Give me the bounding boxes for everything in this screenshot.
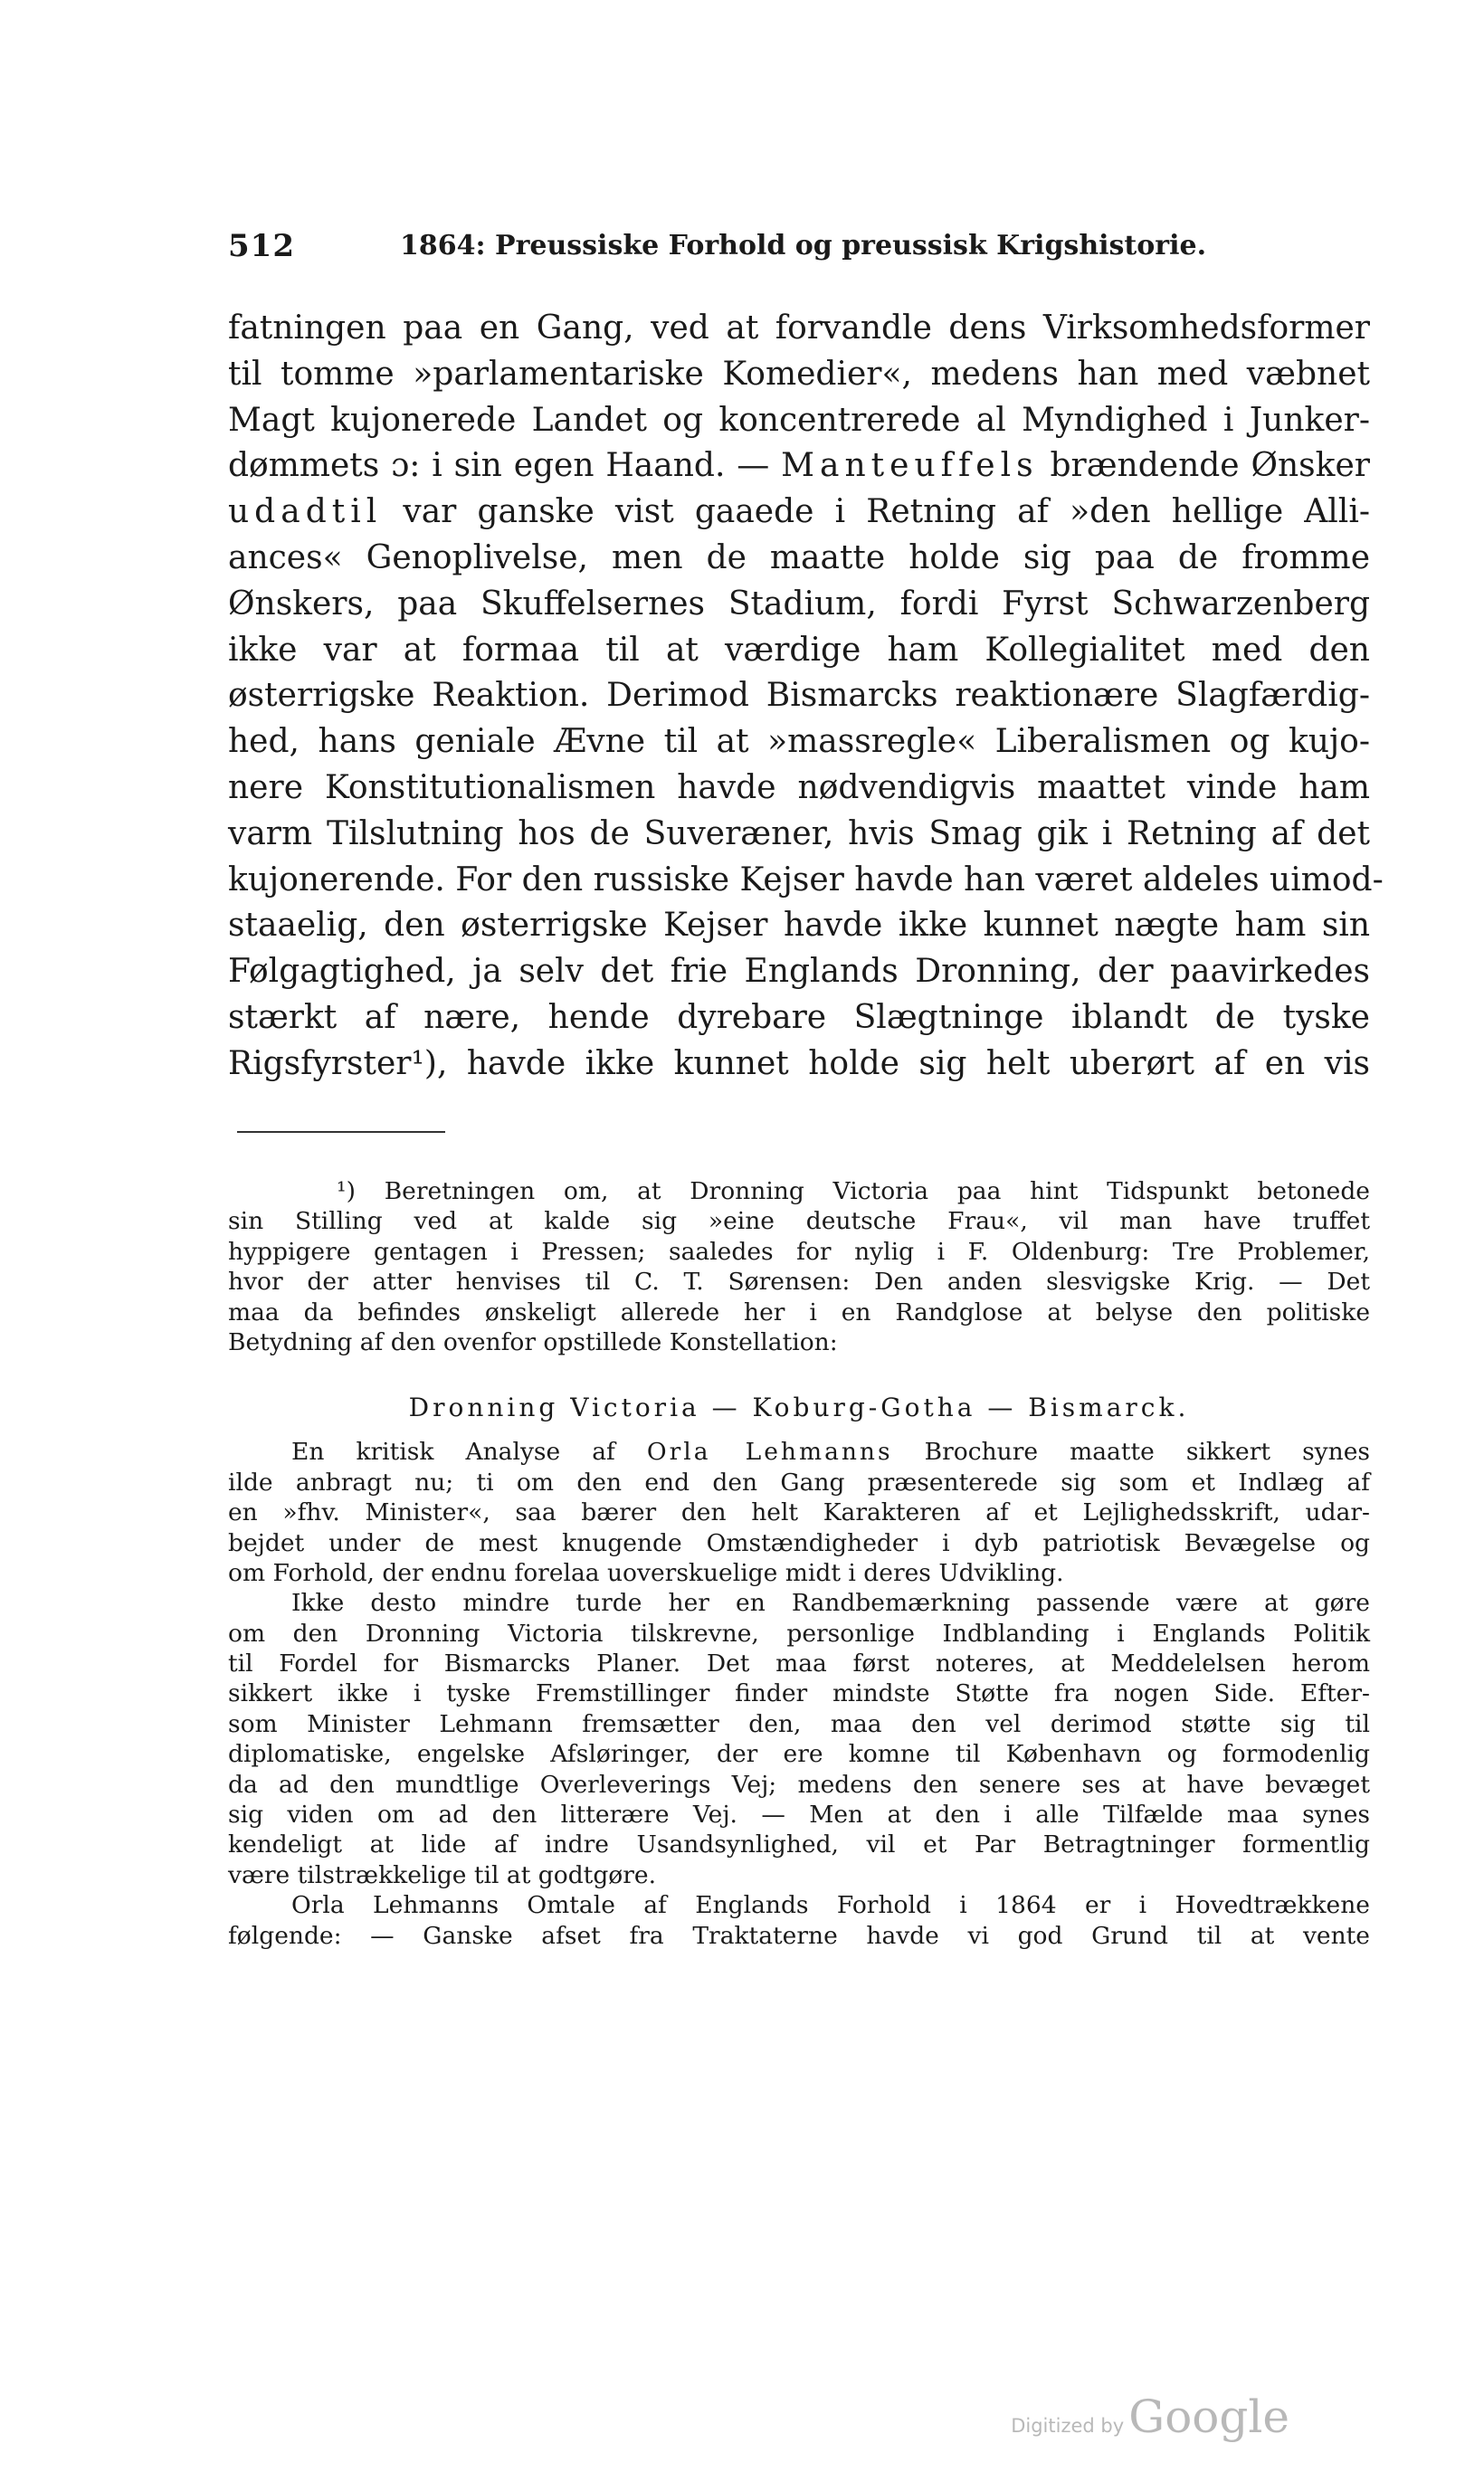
footnote-line: følgende: — Ganske afset fra Traktaterne havde vi god Grund til at vente bbox=[228, 1921, 1370, 1950]
google-watermark bbox=[1011, 2391, 1289, 2443]
spaced-word: udadtil bbox=[228, 493, 383, 531]
footnote-subheading: Dronning Victoria — Koburg-Gotha — Bismarck. bbox=[408, 1393, 1190, 1423]
footnote-line: ¹) Beretningen om, at Dronning Victoria paa hint Tidspunkt betonede bbox=[337, 1177, 1370, 1205]
text-line: til tomme »parlamentariske Komedier«, medens han med væbnet bbox=[228, 355, 1370, 393]
footnote-divider bbox=[237, 1131, 445, 1133]
page-number: 512 bbox=[228, 228, 295, 264]
footnote-line: hvor der atter henvises til C. T. Sørensen: Den anden slesvigske Krig. — Det bbox=[228, 1268, 1370, 1297]
text-line: ances« Genoplivelse, men de maatte holde sig paa de fromme bbox=[228, 538, 1370, 576]
google-logo: Google bbox=[1128, 2391, 1289, 2443]
text-line: Følgagtighed, ja selv det frie Englands Dronning, der paavirkedes bbox=[228, 953, 1370, 991]
text-line bbox=[228, 443, 1370, 490]
main-text bbox=[228, 306, 1384, 1088]
text-line: varm Tilslutning hos de Suveræner, hvis Smag gik i Retning af det bbox=[228, 814, 1370, 852]
text-span: dømmets ɔ: i sin egen Haand. — bbox=[228, 447, 782, 485]
footnote-line: til Fordel for Bismarcks Planer. Det maa først noteres, at Meddelelsen herom bbox=[228, 1650, 1370, 1678]
text-line: Rigsfyrster¹), havde ikke kunnet holde sig helt uberørt af en vis bbox=[228, 1044, 1370, 1082]
footnote-line: sikkert ikke i tyske Fremstillinger finder mindste Støtte fra nogen Side. Efter- bbox=[228, 1679, 1370, 1708]
text-line: staaelig, den østerrigske Kejser havde ikke kunnet nægte ham sin bbox=[228, 907, 1370, 945]
text-line: nere Konstitutionalismen havde nødvendigvis maattet vinde ham bbox=[228, 768, 1370, 806]
text-line: stærkt af nære, hende dyrebare Slægtninge iblandt de tyske bbox=[228, 998, 1370, 1036]
spaced-name: Manteuffels bbox=[781, 447, 1039, 485]
footnote-line: kendeligt at lide af indre Usandsynlighed, vil et Par Betragtninger formentlig bbox=[228, 1830, 1370, 1859]
footnote-line bbox=[228, 1437, 1370, 1467]
running-head: 1864: Preussiske Forhold og preussisk Krigshistorie. bbox=[400, 230, 1207, 261]
text-line: østerrigske Reaktion. Derimod Bismarcks reaktionære Slagfærdig- bbox=[228, 677, 1370, 715]
footnote bbox=[228, 1176, 1370, 1951]
text-line: ikke var at formaa til at værdige ham Kollegialitet med den bbox=[228, 631, 1370, 669]
watermark-text: Digitized by bbox=[1011, 2415, 1125, 2437]
footnote-line: bejdet under de mest knugende Omstændigheder i dyb patriotisk Bevægelse og bbox=[228, 1528, 1370, 1557]
footnote-line: være tilstrækkelige til at godtgøre. bbox=[228, 1860, 657, 1889]
footnote-line: om den Dronning Victoria tilskrevne, personlige Indblanding i Englands Politik bbox=[228, 1619, 1370, 1648]
footnote-line: sin Stilling ved at kalde sig »eine deutsche Frau«, vil man have truffet bbox=[228, 1207, 1370, 1236]
text-span: brændende Ønsker bbox=[1038, 447, 1370, 485]
text-span: Brochure maatte sikkert synes bbox=[892, 1438, 1370, 1467]
text-line: kujonerende. For den russiske Kejser havde han været aldeles uimod- bbox=[228, 860, 1384, 898]
footnote-line: maa da befindes ønskeligt allerede her i en Randglose at belyse den politiske bbox=[228, 1298, 1370, 1326]
text-span: En kritisk Analyse af bbox=[291, 1438, 647, 1467]
text-line: Ønskers, paa Skuffelsernes Stadium, fordi Fyrst Schwarzenberg bbox=[228, 585, 1370, 623]
footnote-line: Orla Lehmanns Omtale af Englands Forhold i 1864 er i Hovedtrækkene bbox=[291, 1891, 1370, 1920]
footnote-line: som Minister Lehmann fremsætter den, maa den vel derimod støtte sig til bbox=[228, 1709, 1370, 1738]
footnote-line: diplomatiske, engelske Afsløringer, der ere komne til København og formodenlig bbox=[228, 1740, 1370, 1769]
footnote-line: Ikke desto mindre turde her en Randbemærkning passende være at gøre bbox=[291, 1589, 1370, 1618]
footnote-line: sig viden om ad den litterære Vej. — Men at den i alle Tilfælde maa synes bbox=[228, 1801, 1370, 1830]
text-span: var ganske vist gaaede i Retning af »den hellige Alli- bbox=[382, 493, 1370, 531]
spacer bbox=[228, 1357, 1370, 1392]
text-line: fatningen paa en Gang, ved at forvandle dens Virksomhedsformer bbox=[228, 309, 1370, 347]
page-header bbox=[228, 228, 1395, 268]
text-line: Magt kujonerede Landet og koncentrerede al Myndighed i Junker- bbox=[228, 401, 1370, 439]
text-line bbox=[228, 490, 1370, 536]
footnote-line: Betydning af den ovenfor opstillede Konstellation: bbox=[228, 1327, 838, 1356]
text-line: hed, hans geniale Ævne til at »massregle« Liberalismen og kujo- bbox=[228, 723, 1370, 761]
spacer bbox=[228, 1424, 1370, 1437]
footnote-line: hyppigere gentagen i Pressen; saaledes for nylig i F. Oldenburg: Tre Problemer, bbox=[228, 1237, 1370, 1266]
footnote-line: om Forhold, der endnu forelaa uoverskuelige midt i deres Udvikling. bbox=[228, 1558, 1064, 1587]
spaced-name: Orla Lehmanns bbox=[646, 1438, 893, 1467]
footnote-line: ilde anbragt nu; ti om den end den Gang præsenterede sig som et Indlæg af bbox=[228, 1468, 1370, 1497]
footnote-line: en »fhv. Minister«, saa bærer den helt Karakteren af et Lejlighedsskrift, udar- bbox=[228, 1498, 1370, 1527]
footnote-line: da ad den mundtlige Overleverings Vej; medens den senere ses at have bevæget bbox=[228, 1770, 1370, 1799]
